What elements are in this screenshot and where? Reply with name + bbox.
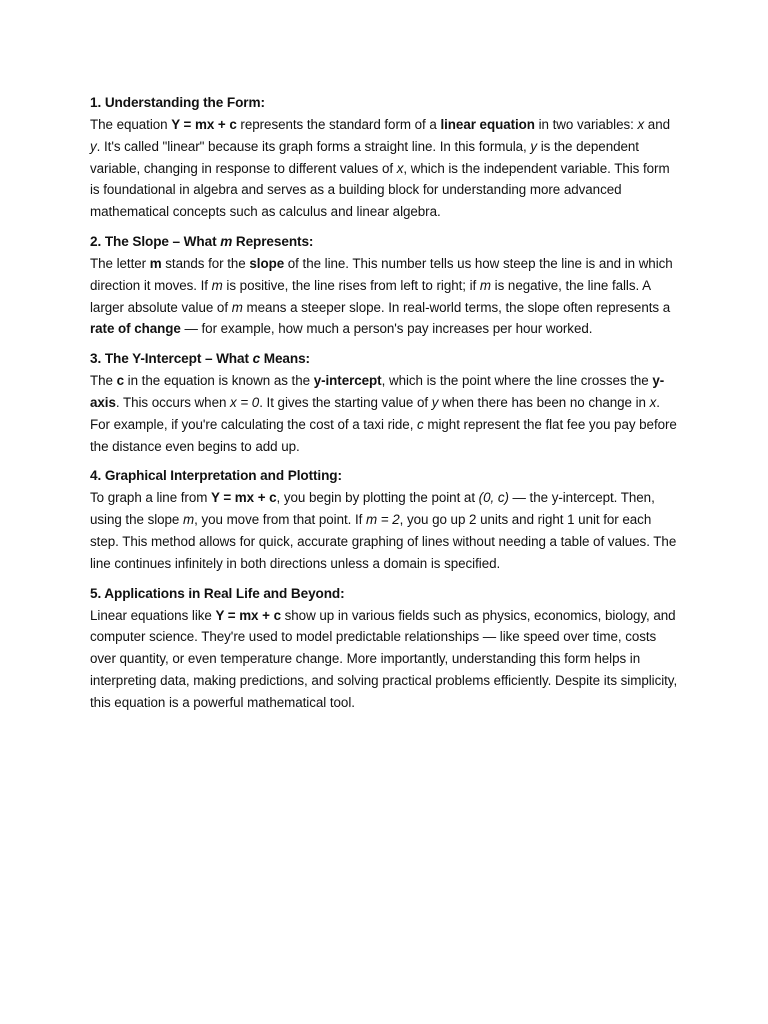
section (90, 348, 682, 457)
section-title (90, 231, 682, 253)
text-run: , you begin by plotting the point at (276, 490, 479, 506)
text-run: might represent the flat fee you pay before the distance even begins to add up. (90, 416, 677, 454)
italic-text: y (431, 394, 439, 410)
section-paragraph (90, 487, 682, 574)
bold-text: y-intercept (313, 373, 382, 389)
italic-text: x (649, 394, 657, 410)
text-run: represents the standard form of a (236, 117, 441, 132)
text-run: . It gives the starting value of (259, 394, 432, 410)
text-run: , you move from that point. If (194, 512, 366, 528)
section (90, 92, 682, 223)
text-run: stands for the (161, 255, 250, 271)
section-title (90, 583, 682, 605)
text-run: means a steeper slope. In real-world terms, the slope often represents a (242, 299, 671, 315)
text-run: 4. Graphical Interpretation and Plotting: (90, 468, 342, 484)
text-run: Means: (260, 351, 310, 367)
bold-text: Y = mx + c (211, 490, 277, 506)
text-run: . For example, if you're calculating the cost of a taxi ride, (90, 394, 660, 432)
text-run: The letter (90, 255, 150, 271)
bold-text: linear equation (440, 117, 535, 132)
italic-text: m (211, 277, 223, 293)
text-run: 5. Applications in Real Life and Beyond: (90, 585, 345, 601)
italic-text: m (183, 512, 195, 528)
text-run: in the equation is known as the (124, 373, 314, 389)
text-run: when there has been no change in (438, 394, 650, 410)
text-run: and (644, 117, 670, 132)
text-run: 3. The Y-Intercept – What (90, 351, 253, 367)
italic-text: x = 0 (230, 394, 260, 410)
text-run: is the dependent variable, changing in response to different values of (90, 138, 639, 176)
bold-text: Y = mx + c (215, 607, 281, 623)
bold-text: m (149, 255, 162, 271)
text-run: 1. Understanding the Form: (90, 95, 265, 110)
section-paragraph (90, 253, 682, 340)
section (90, 231, 682, 340)
bold-text: slope (249, 255, 285, 271)
section-paragraph (90, 605, 682, 714)
text-run: . It's called "linear" because its graph forms a straight line. In this formula, (96, 138, 531, 154)
text-run: To graph a line from (90, 490, 212, 506)
text-run: 2. The Slope – What (90, 233, 221, 249)
text-run: Linear equations like (90, 607, 216, 623)
section (90, 583, 682, 714)
bold-text: c (116, 373, 125, 389)
italic-text: c (252, 351, 261, 367)
italic-text: y (530, 138, 538, 154)
text-run: , which is the independent variable. This form is foundational in algebra and serves as a building block for understanding more advanced mathematical concepts such as calculus and linear algebra. (90, 160, 670, 220)
bold-text: Y = mx + c (171, 117, 237, 132)
section (90, 465, 682, 574)
text-run: The (90, 373, 117, 389)
section-title (90, 92, 682, 114)
italic-text: m = 2 (366, 512, 400, 528)
italic-text: m (231, 299, 243, 315)
text-run: is positive, the line rises from left to right; if (222, 277, 480, 293)
text-run: The equation (90, 117, 172, 132)
text-run: in two variables: (534, 117, 638, 132)
text-run: — for example, how much a person's pay increases per hour worked. (180, 321, 593, 337)
bold-text: rate of change (90, 321, 181, 337)
section-title (90, 348, 682, 370)
italic-text: m (479, 277, 492, 293)
text-run: of the line. This number tells us how steep the line is and in which direction it moves. If (90, 255, 673, 293)
text-run: , you go up 2 units and right 1 unit for each step. This method allows for quick, accurate graphing of lines without needing a table of values. The line continues infinitely in both directions unless a domain is specified. (90, 512, 677, 571)
text-run: show up in various fields such as physics, economics, biology, and computer science. They're used to model predictable relationships — like speed over time, costs over quantity, or even temperature change. More importantly, understanding this form helps in interpreting data, making predictions, and solving practical problems efficiently. Despite its simplicity, this equation is a powerful mathematical tool. (90, 607, 678, 710)
section-paragraph (90, 370, 682, 457)
document-body (90, 92, 682, 722)
italic-text: x (637, 117, 645, 132)
italic-text: c (417, 416, 424, 432)
italic-text: m (220, 233, 233, 249)
text-run: — the y-intercept. Then, using the slope (90, 490, 655, 528)
text-run: , which is the point where the line crosses the (381, 373, 653, 389)
bold-text: y-axis (90, 373, 665, 410)
text-run: Represents: (232, 233, 314, 249)
text-run: . This occurs when (115, 394, 231, 410)
section-title (90, 465, 682, 487)
italic-text: (0, c) (478, 490, 509, 506)
italic-text: y (90, 138, 97, 154)
text-run: is negative, the line falls. A larger absolute value of (90, 277, 651, 315)
section-paragraph (90, 114, 682, 223)
italic-text: x (396, 160, 404, 176)
